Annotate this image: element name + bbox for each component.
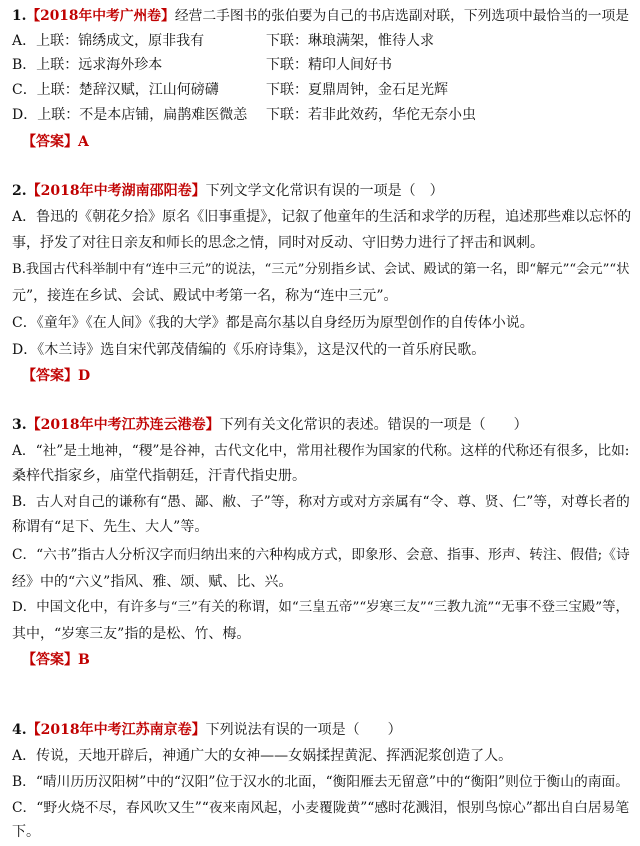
question-text: 下列有关文化常识的表述。错误的一项是（ ）	[219, 417, 528, 433]
question-2-stem	[12, 181, 444, 201]
option-b-line-1: B．古人对自己的谦称有“愚、鄙、敝、子”等，称对方或对方亲属有“令、尊、贤、仁”等，对尊长者的	[12, 494, 630, 510]
option-c-line-2: 下。	[12, 824, 40, 840]
option-a-line-2: 事，抒发了对往日亲友和师长的思念之情，同时对反动、守旧势力进行了抨击和讽刺。	[12, 235, 544, 251]
question-number: 2.	[12, 183, 27, 199]
option-b: B．“晴川历历汉阳树”中的“汉阳”位于汉水的北面，“衡阳雁去无留意”中的“衡阳”则位于衡山的南面。	[12, 774, 630, 790]
option-c-line-1: C．“六书”指古人分析汉字而归纳出来的六种构成方式，即象形、会意、指事、形声、转注、假借;《诗	[12, 547, 630, 563]
answer-label: 【答案】A	[22, 134, 89, 150]
answer-label: 【答案】D	[22, 368, 91, 384]
option-left: B．上联：远求海外珍本	[12, 57, 163, 73]
exam-source: 【2018年中考广州卷】	[26, 8, 175, 24]
option-a: A．传说，天地开辟后，神通广大的女神——女娲揉捏黄泥、挥洒泥浆创造了人。	[12, 748, 513, 764]
question-number: 4.	[12, 722, 27, 738]
option-b-line-1: B.我国古代科举制中有“连中三元”的说法，“三元”分别指乡试、会试、殿试的第一名，即“解元”“会元”“状	[12, 262, 630, 277]
question-1-stem	[12, 6, 629, 26]
question-text: 下列说法有误的一项是（ ）	[205, 722, 402, 738]
question-text: 经营二手图书的张伯要为自己的书店选副对联，下列选项中最恰当的一项是	[174, 8, 630, 24]
exam-source: 【2018年中考江苏连云港卷】	[26, 417, 220, 433]
question-number: 3.	[12, 417, 27, 433]
option-left: D．上联：不是本店铺，扁鹊难医微恙	[12, 107, 248, 123]
option-right: 下联：精印人间好书	[266, 57, 392, 73]
option-d-line-2: 其中，“岁寒三友”指的是松、竹、梅。	[12, 626, 251, 642]
option-d: D．《木兰诗》选自宋代郭茂倩编的《乐府诗集》，这是汉代的一首乐府民歌。	[12, 342, 486, 358]
option-c: C．《童年》《在人间》《我的大学》都是高尔基以自身经历为原型创作的自传体小说。	[12, 315, 534, 331]
option-c-line-1: C．“野火烧不尽，春风吹又生”“夜来南风起，小麦覆陇黄”“感时花溅泪，恨别鸟惊心”都出自白居易笔	[12, 800, 630, 816]
option-left: C．上联：楚辞汉赋，江山何磅礴	[12, 82, 219, 98]
option-right: 下联：琳琅满架，惟待人求	[266, 33, 434, 49]
option-right: 下联：若非此效药，华佗无奈小虫	[266, 107, 476, 123]
option-left: A．上联：锦绣成文，原非我有	[12, 33, 205, 49]
answer-label: 【答案】B	[22, 652, 90, 668]
question-text: 下列文学文化常识有误的一项是（ ）	[205, 183, 444, 199]
question-3-stem	[12, 415, 528, 435]
exam-source: 【2018年中考湖南邵阳卷】	[26, 183, 206, 199]
option-b-line-2: 元”，接连在乡试、会试、殿试中考第一名，称为“连中三元”。	[12, 288, 398, 304]
exam-source: 【2018年中考江苏南京卷】	[26, 722, 206, 738]
question-4-stem	[12, 720, 402, 740]
option-a-line-2: 桑梓代指家乡，庙堂代指朝廷，汗青代指史册。	[12, 468, 306, 484]
option-a-line-1: A．鲁迅的《朝花夕拾》原名《旧事重提》，记叙了他童年的生活和求学的历程，追述那些难以忘怀的	[12, 209, 632, 225]
option-a-line-1: A．“社”是土地神，“稷”是谷神，古代文化中，常用社稷作为国家的代称。这样的代称还有很多，比如:	[12, 443, 630, 459]
option-d-line-1: D．中国文化中，有许多与“三”有关的称谓，如“三皇五帝”“岁寒三友”“三教九流”“无事不登三宝殿”等，	[12, 600, 629, 615]
question-number: 1.	[12, 8, 27, 24]
option-b-line-2: 称谓有“足下、先生、大人”等。	[12, 519, 209, 535]
option-c-line-2: 经》中的“六义”指风、雅、颂、赋、比、兴。	[12, 574, 293, 590]
option-right: 下联：夏鼎周钟，金石足光辉	[266, 82, 448, 98]
